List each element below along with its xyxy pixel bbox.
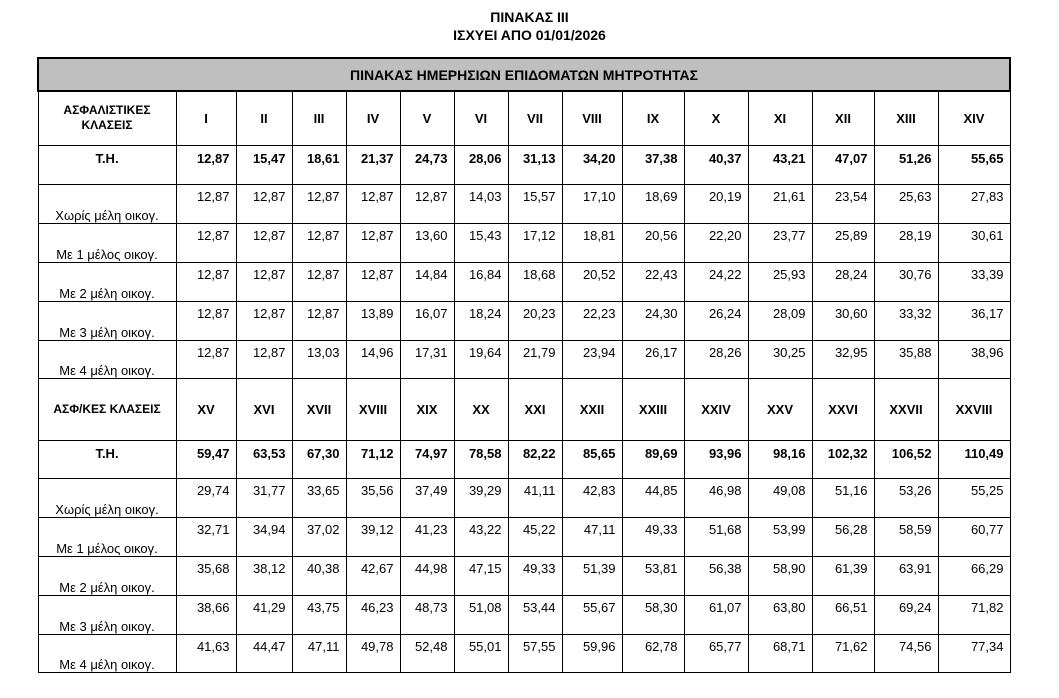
insurance-class-header: XXVII <box>874 378 938 440</box>
allowance-cell: 28,09 <box>748 301 812 340</box>
allowance-cell: 47,11 <box>292 634 346 672</box>
allowance-cell: 28,19 <box>874 223 938 262</box>
class-header-row <box>38 91 1010 145</box>
allowance-cell: 12,87 <box>292 301 346 340</box>
allowance-row <box>38 595 1010 634</box>
allowance-cell: 58,90 <box>748 556 812 595</box>
allowance-cell: 52,48 <box>400 634 454 672</box>
allowance-cell: 21,61 <box>748 184 812 223</box>
allowance-cell: 30,25 <box>748 340 812 378</box>
effective-date-title: ΙΣΧΥΕΙ ΑΠΟ 01/01/2026 <box>453 27 606 43</box>
allowance-cell: 37,49 <box>400 478 454 517</box>
allowance-cell: 12,87 <box>236 301 292 340</box>
class-header-label: ΑΣΦΑΛΙΣΤΙΚΕΣ ΚΛΑΣΕΙΣ <box>38 91 176 145</box>
allowance-cell: 61,39 <box>812 556 874 595</box>
family-members-label: Με 2 μέλη οικογ. <box>38 262 176 301</box>
allowance-cell: 28,24 <box>812 262 874 301</box>
daily-wage-cell: 59,47 <box>176 440 236 478</box>
allowance-cell: 16,84 <box>454 262 508 301</box>
allowance-cell: 55,25 <box>938 478 1010 517</box>
allowance-cell: 74,56 <box>874 634 938 672</box>
daily-wage-cell: 43,21 <box>748 145 812 184</box>
allowance-cell: 18,24 <box>454 301 508 340</box>
allowance-cell: 63,80 <box>748 595 812 634</box>
allowance-cell: 49,33 <box>508 556 562 595</box>
allowance-cell: 38,96 <box>938 340 1010 378</box>
allowance-row <box>38 478 1010 517</box>
allowance-cell: 60,77 <box>938 517 1010 556</box>
insurance-class-header: XXI <box>508 378 562 440</box>
allowance-row <box>38 262 1010 301</box>
daily-wage-cell: 24,73 <box>400 145 454 184</box>
allowance-cell: 40,38 <box>292 556 346 595</box>
daily-wage-cell: 37,38 <box>622 145 684 184</box>
daily-wage-cell: 47,07 <box>812 145 874 184</box>
allowance-cell: 20,52 <box>562 262 622 301</box>
allowance-row <box>38 556 1010 595</box>
daily-wage-cell: 40,37 <box>684 145 748 184</box>
allowance-cell: 41,11 <box>508 478 562 517</box>
insurance-class-header: XIII <box>874 91 938 145</box>
allowance-cell: 66,29 <box>938 556 1010 595</box>
allowance-cell: 68,71 <box>748 634 812 672</box>
daily-wage-cell: 15,47 <box>236 145 292 184</box>
allowance-cell: 17,31 <box>400 340 454 378</box>
daily-wage-cell: 71,12 <box>346 440 400 478</box>
allowance-cell: 12,87 <box>236 223 292 262</box>
allowance-cell: 44,85 <box>622 478 684 517</box>
class-header-row <box>38 378 1010 440</box>
allowance-cell: 12,87 <box>176 340 236 378</box>
allowance-cell: 71,82 <box>938 595 1010 634</box>
allowance-cell: 41,63 <box>176 634 236 672</box>
allowance-cell: 51,68 <box>684 517 748 556</box>
allowance-cell: 12,87 <box>236 184 292 223</box>
allowance-cell: 13,89 <box>346 301 400 340</box>
insurance-class-header: XXVIII <box>938 378 1010 440</box>
daily-wage-cell: 82,22 <box>508 440 562 478</box>
allowance-cell: 65,77 <box>684 634 748 672</box>
allowance-cell: 33,39 <box>938 262 1010 301</box>
insurance-class-header: XXIII <box>622 378 684 440</box>
allowance-cell: 26,24 <box>684 301 748 340</box>
allowance-row <box>38 301 1010 340</box>
daily-wage-cell: 98,16 <box>748 440 812 478</box>
insurance-class-header: VII <box>508 91 562 145</box>
family-members-label: Με 2 μέλη οικογ. <box>38 556 176 595</box>
allowance-cell: 55,67 <box>562 595 622 634</box>
allowance-cell: 25,89 <box>812 223 874 262</box>
daily-wage-row <box>38 440 1010 478</box>
family-members-label: Με 4 μέλη οικογ. <box>38 340 176 378</box>
allowance-cell: 61,07 <box>684 595 748 634</box>
insurance-class-header: IX <box>622 91 684 145</box>
allowance-cell: 49,33 <box>622 517 684 556</box>
allowance-row <box>38 517 1010 556</box>
allowance-cell: 38,66 <box>176 595 236 634</box>
allowance-cell: 19,64 <box>454 340 508 378</box>
daily-wage-label: Τ.Η. <box>38 145 176 184</box>
allowance-cell: 58,59 <box>874 517 938 556</box>
allowance-cell: 23,54 <box>812 184 874 223</box>
insurance-class-header: X <box>684 91 748 145</box>
allowance-cell: 32,95 <box>812 340 874 378</box>
allowance-row <box>38 184 1010 223</box>
family-members-label: Με 3 μέλη οικογ. <box>38 301 176 340</box>
insurance-class-header: XI <box>748 91 812 145</box>
daily-wage-cell: 85,65 <box>562 440 622 478</box>
insurance-class-header: XX <box>454 378 508 440</box>
insurance-class-header: XVII <box>292 378 346 440</box>
allowance-cell: 14,96 <box>346 340 400 378</box>
class-header-label: ΑΣΦ/ΚΕΣ ΚΛΑΣΕΙΣ <box>38 378 176 440</box>
allowance-cell: 24,30 <box>622 301 684 340</box>
allowance-cell: 45,22 <box>508 517 562 556</box>
insurance-class-header: V <box>400 91 454 145</box>
allowance-cell: 43,75 <box>292 595 346 634</box>
allowance-cell: 22,43 <box>622 262 684 301</box>
allowance-cell: 12,87 <box>176 184 236 223</box>
allowance-cell: 16,07 <box>400 301 454 340</box>
family-members-label: Με 3 μέλη οικογ. <box>38 595 176 634</box>
table-caption: ΠΙΝΑΚΑΣ ΗΜΕΡΗΣΙΩΝ ΕΠΙΔΟΜΑΤΩΝ ΜΗΤΡΟΤΗΤΑΣ <box>38 58 1010 91</box>
allowance-cell: 46,98 <box>684 478 748 517</box>
insurance-class-header: XXVI <box>812 378 874 440</box>
insurance-class-header: VIII <box>562 91 622 145</box>
allowance-cell: 53,99 <box>748 517 812 556</box>
daily-wage-cell: 106,52 <box>874 440 938 478</box>
allowance-cell: 51,08 <box>454 595 508 634</box>
daily-wage-cell: 78,58 <box>454 440 508 478</box>
allowance-cell: 28,26 <box>684 340 748 378</box>
allowance-cell: 12,87 <box>346 262 400 301</box>
allowance-cell: 62,78 <box>622 634 684 672</box>
allowance-cell: 18,68 <box>508 262 562 301</box>
daily-wage-cell: 31,13 <box>508 145 562 184</box>
allowance-cell: 43,22 <box>454 517 508 556</box>
allowance-cell: 36,17 <box>938 301 1010 340</box>
allowance-row <box>38 634 1010 672</box>
allowance-cell: 35,68 <box>176 556 236 595</box>
insurance-class-header: IV <box>346 91 400 145</box>
document-heading <box>0 8 1059 44</box>
allowance-cell: 31,77 <box>236 478 292 517</box>
allowance-cell: 66,51 <box>812 595 874 634</box>
allowance-cell: 15,43 <box>454 223 508 262</box>
allowance-cell: 22,23 <box>562 301 622 340</box>
allowance-cell: 34,94 <box>236 517 292 556</box>
allowance-cell: 58,30 <box>622 595 684 634</box>
allowance-cell: 17,10 <box>562 184 622 223</box>
insurance-class-header: XIX <box>400 378 454 440</box>
allowance-cell: 48,73 <box>400 595 454 634</box>
allowance-cell: 20,23 <box>508 301 562 340</box>
allowance-cell: 47,15 <box>454 556 508 595</box>
allowance-cell: 14,84 <box>400 262 454 301</box>
allowance-cell: 26,17 <box>622 340 684 378</box>
insurance-class-header: II <box>236 91 292 145</box>
allowance-cell: 32,71 <box>176 517 236 556</box>
insurance-class-header: VI <box>454 91 508 145</box>
allowance-cell: 56,28 <box>812 517 874 556</box>
allowance-cell: 53,44 <box>508 595 562 634</box>
allowance-cell: 53,26 <box>874 478 938 517</box>
daily-wage-row <box>38 145 1010 184</box>
allowance-cell: 55,01 <box>454 634 508 672</box>
allowance-cell: 27,83 <box>938 184 1010 223</box>
allowance-cell: 41,23 <box>400 517 454 556</box>
insurance-class-header: I <box>176 91 236 145</box>
allowance-cell: 22,20 <box>684 223 748 262</box>
allowance-cell: 46,23 <box>346 595 400 634</box>
allowance-cell: 77,34 <box>938 634 1010 672</box>
allowance-cell: 42,67 <box>346 556 400 595</box>
allowance-cell: 14,03 <box>454 184 508 223</box>
allowance-cell: 12,87 <box>292 184 346 223</box>
allowance-cell: 20,56 <box>622 223 684 262</box>
allowance-cell: 23,94 <box>562 340 622 378</box>
daily-wage-cell: 102,32 <box>812 440 874 478</box>
family-members-label: Χωρίς μέλη οικογ. <box>38 478 176 517</box>
allowance-cell: 30,60 <box>812 301 874 340</box>
family-members-label: Με 4 μέλη οικογ. <box>38 634 176 672</box>
allowance-cell: 12,87 <box>236 340 292 378</box>
daily-wage-cell: 89,69 <box>622 440 684 478</box>
insurance-class-header: XXIV <box>684 378 748 440</box>
allowance-cell: 49,08 <box>748 478 812 517</box>
allowance-cell: 12,87 <box>292 223 346 262</box>
allowance-cell: 63,91 <box>874 556 938 595</box>
daily-wage-cell: 93,96 <box>684 440 748 478</box>
allowance-cell: 33,32 <box>874 301 938 340</box>
allowance-cell: 12,87 <box>346 223 400 262</box>
allowance-cell: 23,77 <box>748 223 812 262</box>
allowance-cell: 12,87 <box>236 262 292 301</box>
allowance-cell: 49,78 <box>346 634 400 672</box>
allowance-cell: 47,11 <box>562 517 622 556</box>
allowance-cell: 25,63 <box>874 184 938 223</box>
allowance-cell: 39,12 <box>346 517 400 556</box>
daily-wage-cell: 51,26 <box>874 145 938 184</box>
allowance-cell: 21,79 <box>508 340 562 378</box>
allowance-cell: 12,87 <box>292 262 346 301</box>
allowance-cell: 18,81 <box>562 223 622 262</box>
allowance-cell: 57,55 <box>508 634 562 672</box>
daily-wage-cell: 28,06 <box>454 145 508 184</box>
allowance-cell: 12,87 <box>176 301 236 340</box>
allowance-cell: 37,02 <box>292 517 346 556</box>
allowance-cell: 51,39 <box>562 556 622 595</box>
allowance-cell: 39,29 <box>454 478 508 517</box>
allowance-cell: 44,47 <box>236 634 292 672</box>
allowance-cell: 38,12 <box>236 556 292 595</box>
allowance-cell: 24,22 <box>684 262 748 301</box>
maternity-allowance-table <box>37 57 1011 673</box>
allowance-cell: 56,38 <box>684 556 748 595</box>
allowance-cell: 29,74 <box>176 478 236 517</box>
allowance-cell: 13,60 <box>400 223 454 262</box>
allowance-cell: 12,87 <box>400 184 454 223</box>
insurance-class-header: XXV <box>748 378 812 440</box>
allowance-cell: 12,87 <box>346 184 400 223</box>
insurance-class-header: XII <box>812 91 874 145</box>
insurance-class-header: XV <box>176 378 236 440</box>
allowance-cell: 71,62 <box>812 634 874 672</box>
daily-wage-cell: 34,20 <box>562 145 622 184</box>
allowance-cell: 51,16 <box>812 478 874 517</box>
daily-wage-cell: 110,49 <box>938 440 1010 478</box>
allowance-cell: 25,93 <box>748 262 812 301</box>
daily-wage-cell: 18,61 <box>292 145 346 184</box>
table-caption-row <box>38 58 1010 91</box>
daily-wage-cell: 63,53 <box>236 440 292 478</box>
allowance-cell: 15,57 <box>508 184 562 223</box>
family-members-label: Με 1 μέλος οικογ. <box>38 223 176 262</box>
daily-wage-cell: 21,37 <box>346 145 400 184</box>
insurance-class-header: XVI <box>236 378 292 440</box>
family-members-label: Με 1 μέλος οικογ. <box>38 517 176 556</box>
insurance-class-header: XIV <box>938 91 1010 145</box>
allowance-cell: 59,96 <box>562 634 622 672</box>
daily-wage-cell: 67,30 <box>292 440 346 478</box>
allowance-row <box>38 340 1010 378</box>
allowance-cell: 18,69 <box>622 184 684 223</box>
insurance-class-header: XXII <box>562 378 622 440</box>
allowance-cell: 44,98 <box>400 556 454 595</box>
allowance-cell: 30,76 <box>874 262 938 301</box>
insurance-class-header: XVIII <box>346 378 400 440</box>
family-members-label: Χωρίς μέλη οικογ. <box>38 184 176 223</box>
allowance-cell: 20,19 <box>684 184 748 223</box>
allowance-cell: 17,12 <box>508 223 562 262</box>
allowance-cell: 41,29 <box>236 595 292 634</box>
allowance-cell: 12,87 <box>176 223 236 262</box>
daily-wage-cell: 12,87 <box>176 145 236 184</box>
allowance-cell: 35,88 <box>874 340 938 378</box>
allowance-cell: 33,65 <box>292 478 346 517</box>
allowance-cell: 30,61 <box>938 223 1010 262</box>
allowance-cell: 13,03 <box>292 340 346 378</box>
table-number-title: ΠΙΝΑΚΑΣ ΙΙΙ <box>490 9 569 25</box>
daily-wage-label: Τ.Η. <box>38 440 176 478</box>
allowance-cell: 42,83 <box>562 478 622 517</box>
allowance-cell: 35,56 <box>346 478 400 517</box>
daily-wage-cell: 55,65 <box>938 145 1010 184</box>
allowance-cell: 69,24 <box>874 595 938 634</box>
allowance-cell: 12,87 <box>176 262 236 301</box>
daily-wage-cell: 74,97 <box>400 440 454 478</box>
insurance-class-header: III <box>292 91 346 145</box>
allowance-cell: 53,81 <box>622 556 684 595</box>
allowance-row <box>38 223 1010 262</box>
